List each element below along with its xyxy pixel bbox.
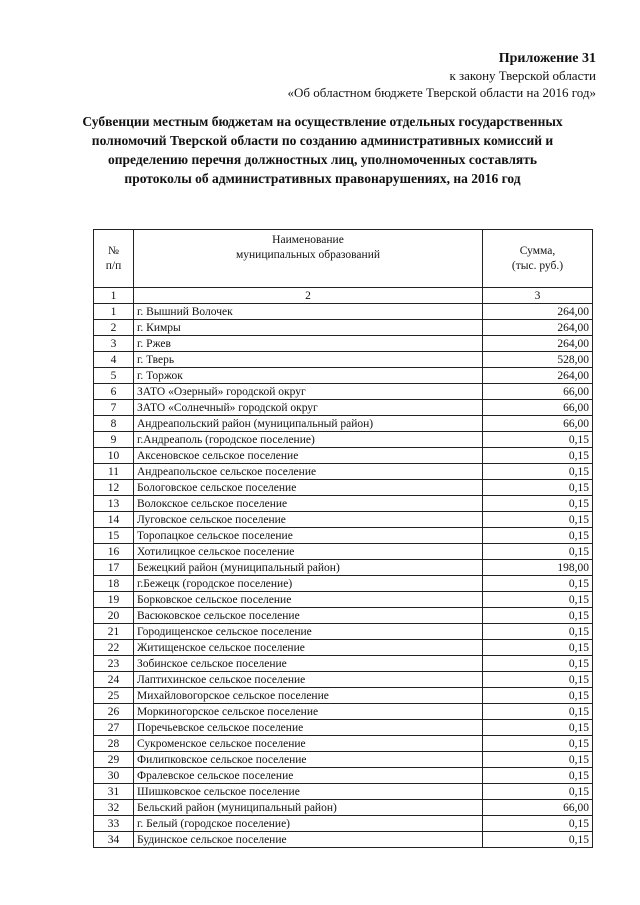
table-row — [94, 496, 593, 512]
municipality-name: г. Вышний Волочек — [134, 304, 483, 320]
subvention-amount: 0,15 — [483, 752, 593, 768]
subvention-amount: 0,15 — [483, 480, 593, 496]
table-row — [94, 368, 593, 384]
table-row — [94, 624, 593, 640]
table-row — [94, 480, 593, 496]
table-body — [94, 304, 593, 848]
table-header-row — [94, 230, 593, 288]
row-number: 34 — [94, 832, 134, 848]
municipality-name: Будинское сельское поселение — [134, 832, 483, 848]
row-number: 25 — [94, 688, 134, 704]
subvention-amount: 0,15 — [483, 720, 593, 736]
municipality-name: Фралевское сельское поселение — [134, 768, 483, 784]
table-row — [94, 640, 593, 656]
subvention-amount: 0,15 — [483, 544, 593, 560]
municipality-name: Бежецкий район (муниципальный район) — [134, 560, 483, 576]
table-row — [94, 320, 593, 336]
municipality-name: г. Торжок — [134, 368, 483, 384]
subvention-amount: 0,15 — [483, 688, 593, 704]
row-number: 24 — [94, 672, 134, 688]
row-number: 1 — [94, 304, 134, 320]
row-number: 9 — [94, 432, 134, 448]
row-number: 18 — [94, 576, 134, 592]
table-row — [94, 816, 593, 832]
table-row — [94, 832, 593, 848]
table-row — [94, 448, 593, 464]
table-row — [94, 576, 593, 592]
subventions-table — [93, 229, 593, 848]
subvention-amount: 66,00 — [483, 800, 593, 816]
table-row — [94, 736, 593, 752]
municipality-name: ЗАТО «Озерный» городской округ — [134, 384, 483, 400]
row-number: 6 — [94, 384, 134, 400]
header-name-line1: Наименование — [272, 234, 344, 246]
municipality-name: Житищенское сельское поселение — [134, 640, 483, 656]
municipality-name: Васюковское сельское поселение — [134, 608, 483, 624]
subvention-amount: 264,00 — [483, 368, 593, 384]
row-number: 26 — [94, 704, 134, 720]
subvention-amount: 264,00 — [483, 320, 593, 336]
municipality-name: Торопацкое сельское поселение — [134, 528, 483, 544]
municipality-name: Хотилицкое сельское поселение — [134, 544, 483, 560]
subvention-amount: 0,15 — [483, 816, 593, 832]
municipality-name: Сукроменское сельское поселение — [134, 736, 483, 752]
row-number: 20 — [94, 608, 134, 624]
header-municipality-name — [134, 230, 483, 288]
row-number: 30 — [94, 768, 134, 784]
subvention-amount: 0,15 — [483, 704, 593, 720]
header-number-abbr: п/п — [105, 259, 122, 272]
subvention-amount: 0,15 — [483, 768, 593, 784]
row-number: 13 — [94, 496, 134, 512]
column-number-row — [94, 288, 593, 304]
municipality-name: Михайловогорское сельское поселение — [134, 688, 483, 704]
row-number: 4 — [94, 352, 134, 368]
row-number: 8 — [94, 416, 134, 432]
row-number: 31 — [94, 784, 134, 800]
row-number: 5 — [94, 368, 134, 384]
municipality-name: Андреапольский район (муниципальный район) — [134, 416, 483, 432]
table-row — [94, 768, 593, 784]
row-number: 15 — [94, 528, 134, 544]
row-number: 14 — [94, 512, 134, 528]
row-number: 7 — [94, 400, 134, 416]
subvention-amount: 0,15 — [483, 464, 593, 480]
row-number: 12 — [94, 480, 134, 496]
header-name-line2: муниципальных образований — [235, 249, 381, 261]
row-number: 19 — [94, 592, 134, 608]
table-row — [94, 512, 593, 528]
municipality-name: Поречьевское сельское поселение — [134, 720, 483, 736]
column-number-2: 2 — [134, 288, 483, 304]
table-row — [94, 800, 593, 816]
row-number: 10 — [94, 448, 134, 464]
header-amount — [483, 230, 593, 288]
row-number: 28 — [94, 736, 134, 752]
subvention-amount: 0,15 — [483, 512, 593, 528]
table-row — [94, 720, 593, 736]
row-number: 16 — [94, 544, 134, 560]
municipality-name: Моркиногорское сельское поселение — [134, 704, 483, 720]
table-row — [94, 432, 593, 448]
subvention-amount: 0,15 — [483, 576, 593, 592]
row-number: 27 — [94, 720, 134, 736]
subvention-amount: 0,15 — [483, 656, 593, 672]
row-number: 11 — [94, 464, 134, 480]
header-amount-line2: (тыс. руб.) — [511, 259, 564, 272]
table-row — [94, 544, 593, 560]
row-number: 21 — [94, 624, 134, 640]
table-row — [94, 384, 593, 400]
row-number: 17 — [94, 560, 134, 576]
municipality-name: Бологовское сельское поселение — [134, 480, 483, 496]
municipality-name: Борковское сельское поселение — [134, 592, 483, 608]
header-number-sign: № — [108, 244, 119, 257]
municipality-name: Городищенское сельское поселение — [134, 624, 483, 640]
table-row — [94, 784, 593, 800]
subvention-amount: 66,00 — [483, 400, 593, 416]
table-row — [94, 560, 593, 576]
municipality-name: г. Кимры — [134, 320, 483, 336]
table-row — [94, 608, 593, 624]
subvention-amount: 264,00 — [483, 336, 593, 352]
subvention-amount: 0,15 — [483, 592, 593, 608]
appendix-law-name: «Об областном бюджете Тверской области на 2016 год» — [287, 85, 596, 100]
subvention-amount: 0,15 — [483, 448, 593, 464]
subvention-amount: 264,00 — [483, 304, 593, 320]
table-row — [94, 752, 593, 768]
table-row — [94, 592, 593, 608]
municipality-name: Лаптихинское сельское поселение — [134, 672, 483, 688]
subvention-amount: 0,15 — [483, 528, 593, 544]
row-number: 2 — [94, 320, 134, 336]
subvention-amount: 0,15 — [483, 784, 593, 800]
municipality-name: г.Бежецк (городское поселение) — [134, 576, 483, 592]
row-number: 29 — [94, 752, 134, 768]
subvention-amount: 66,00 — [483, 416, 593, 432]
row-number: 3 — [94, 336, 134, 352]
column-number-3: 3 — [483, 288, 593, 304]
municipality-name: г. Белый (городское поселение) — [134, 816, 483, 832]
municipality-name: Андреапольское сельское поселение — [134, 464, 483, 480]
subvention-amount: 0,15 — [483, 640, 593, 656]
municipality-name: Луговское сельское поселение — [134, 512, 483, 528]
table-row — [94, 704, 593, 720]
subvention-amount: 198,00 — [483, 560, 593, 576]
table-row — [94, 672, 593, 688]
table-row — [94, 528, 593, 544]
subvention-amount: 0,15 — [483, 832, 593, 848]
row-number: 22 — [94, 640, 134, 656]
table-row — [94, 352, 593, 368]
subvention-amount: 528,00 — [483, 352, 593, 368]
appendix-title: Приложение 31 — [498, 51, 596, 66]
subvention-amount: 0,15 — [483, 672, 593, 688]
header-row-number — [94, 230, 134, 288]
subvention-amount: 0,15 — [483, 736, 593, 752]
subvention-amount: 0,15 — [483, 608, 593, 624]
table-row — [94, 416, 593, 432]
subvention-amount: 0,15 — [483, 496, 593, 512]
subvention-amount: 66,00 — [483, 384, 593, 400]
subvention-amount: 0,15 — [483, 624, 593, 640]
table-row — [94, 304, 593, 320]
row-number: 32 — [94, 800, 134, 816]
table-row — [94, 336, 593, 352]
municipality-name: Шишковское сельское поселение — [134, 784, 483, 800]
table-row — [94, 656, 593, 672]
municipality-name: Зобинское сельское поселение — [134, 656, 483, 672]
table-row — [94, 400, 593, 416]
municipality-name: г. Ржев — [134, 336, 483, 352]
appendix-law-reference: к закону Тверской области — [449, 68, 596, 83]
municipality-name: Филипковское сельское поселение — [134, 752, 483, 768]
subvention-amount: 0,15 — [483, 432, 593, 448]
row-number: 23 — [94, 656, 134, 672]
municipality-name: Бельский район (муниципальный район) — [134, 800, 483, 816]
column-number-1: 1 — [94, 288, 134, 304]
municipality-name: ЗАТО «Солнечный» городской округ — [134, 400, 483, 416]
document-title: Субвенции местным бюджетам на осуществление отдельных государственных полномочий Тверской области по созданию административных комиссий и определению перечня должностных лиц, уполномоченных составлять протоколы об административных правонарушениях, на 2016 год — [82, 114, 563, 186]
municipality-name: г. Тверь — [134, 352, 483, 368]
row-number: 33 — [94, 816, 134, 832]
municipality-name: г.Андреаполь (городское поселение) — [134, 432, 483, 448]
table-row — [94, 464, 593, 480]
appendix-header — [288, 50, 596, 101]
table-row — [94, 688, 593, 704]
municipality-name: Волокское сельское поселение — [134, 496, 483, 512]
header-amount-line1: Сумма, — [519, 244, 556, 257]
municipality-name: Аксеновское сельское поселение — [134, 448, 483, 464]
